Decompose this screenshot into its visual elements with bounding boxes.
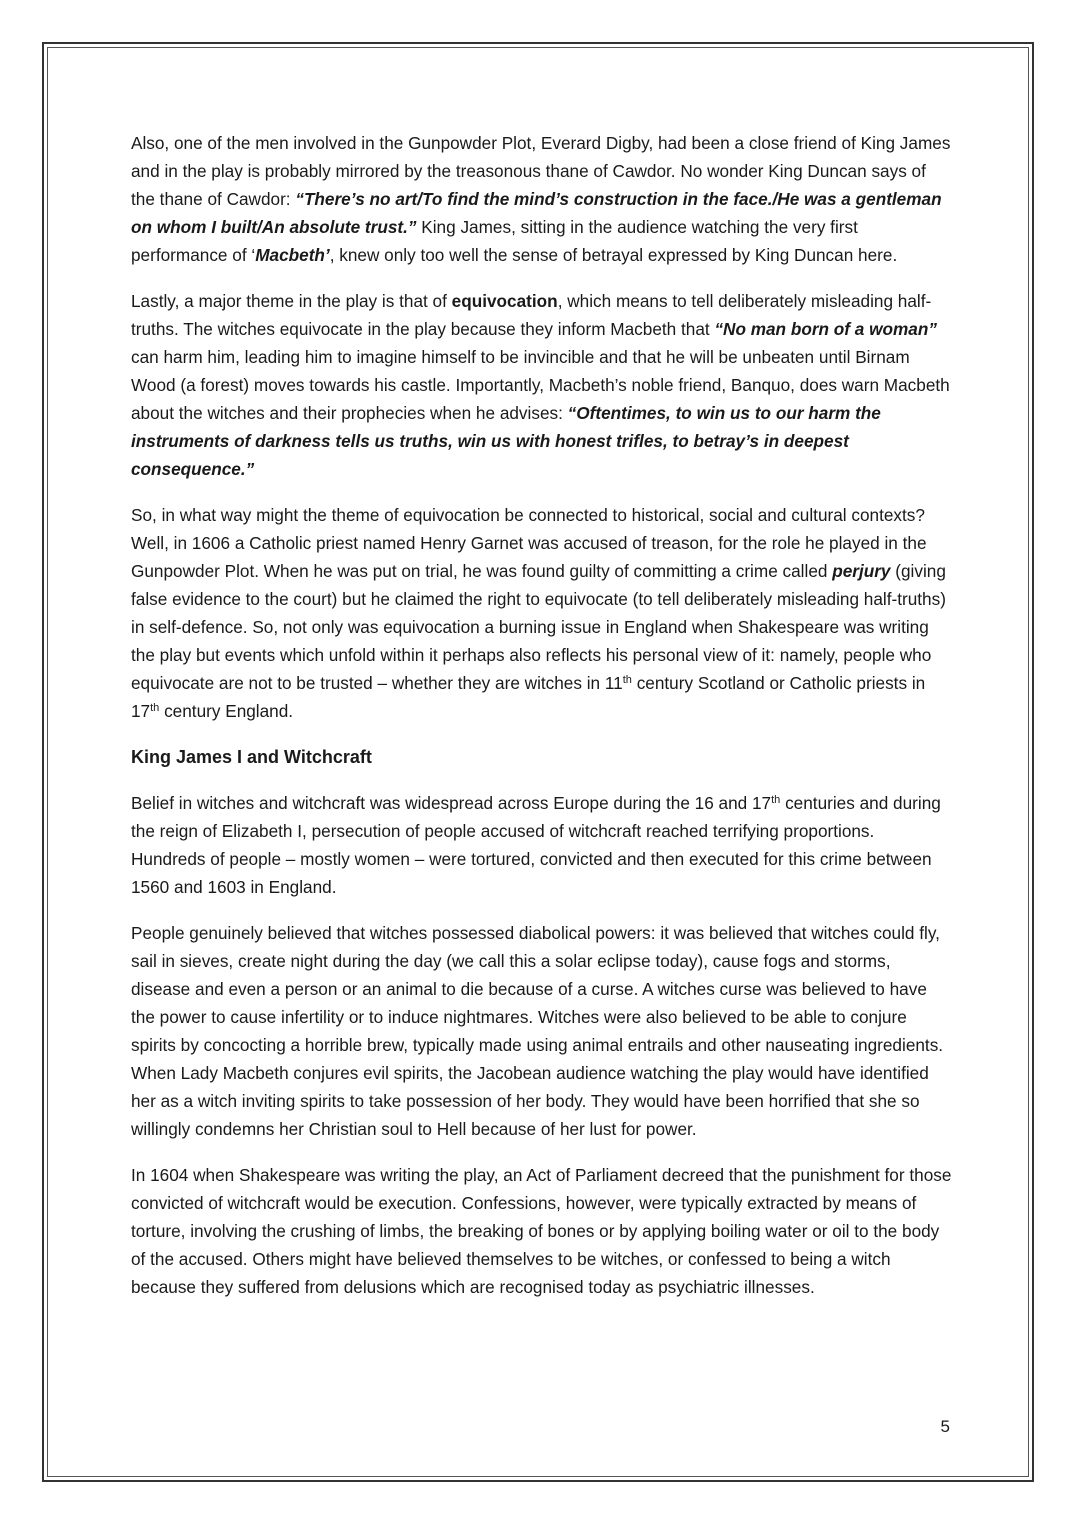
- paragraph-digby-cawdor: [131, 129, 953, 269]
- paragraph-text: Lastly, a major theme in the play is that of: [131, 291, 452, 311]
- paragraph-text: King James, sitting in the audience watching the very first performance of ‘: [131, 217, 858, 265]
- paragraph-text: can harm him, leading him to imagine himself to be invincible and that he will be unbeaten until Birnam Wood (a forest) moves towards his castle. Importantly, Macbeth’s noble friend, Banquo, does warn Macbeth about the witches and their prophecies when he advises:: [131, 347, 950, 423]
- play-title: Macbeth’: [255, 245, 330, 265]
- page-number: 5: [940, 1417, 950, 1436]
- paragraph-text: century England.: [159, 701, 294, 721]
- quote-witches: “No man born of a woman”: [714, 319, 937, 339]
- paragraph-henry-garnet: [131, 501, 953, 725]
- paragraph-text: , knew only too well the sense of betrayal expressed by King Duncan here.: [329, 245, 898, 265]
- ordinal-suffix: th: [150, 702, 160, 714]
- paragraph-witch-belief: [131, 789, 953, 901]
- section-heading: King James I and Witchcraft: [131, 747, 372, 767]
- ordinal-suffix: th: [622, 674, 632, 686]
- paragraph-text: (giving false evidence to the court) but he claimed the right to equivocate (to tell deliberately misleading half-truths) in self-defence. So, not only was equivocation a burning issue in England when Shakespeare was writing the play but events which unfold within it perhaps also reflects his personal view of it: namely, people who equivocate are not to be trusted – whether they are witches in 11: [131, 561, 946, 693]
- key-term-equivocation: equivocation: [451, 291, 558, 311]
- paragraph-text: So, in what way might the theme of equivocation be connected to historical, social and cultural contexts? Well, in 1606 a Catholic priest named Henry Garnet was accused of treason, for the role he played in the Gunpowder Plot. When he was put on trial, he was found guilty of committing a crime called: [131, 505, 927, 581]
- ordinal-suffix: th: [771, 794, 781, 806]
- paragraph-act-of-parliament: In 1604 when Shakespeare was writing the play, an Act of Parliament decreed that the punishment for those convicted of witchcraft would be execution. Confessions, however, were typically extracted by means of torture, involving the crushing of limbs, the breaking of bones or by applying boiling water or oil to the body of the accused. Others might have believed themselves to be witches, or confessed to being a witch because they suffered from delusions which are recognised today as psychiatric illnesses.: [131, 1165, 952, 1297]
- quote-duncan: “There’s no art/To find the mind’s construction in the face./He was a gentleman on whom I built/An absolute trust.”: [131, 189, 942, 237]
- paragraph-text: Also, one of the men involved in the Gunpowder Plot, Everard Digby, had been a close friend of King James and in the play is probably mirrored by the treasonous thane of Cawdor. No wonder King Duncan says of the thane of Cawdor:: [131, 133, 951, 209]
- paragraph-text: Belief in witches and witchcraft was widespread across Europe during the 16 and 17: [131, 793, 772, 813]
- paragraph-witch-powers: People genuinely believed that witches possessed diabolical powers: it was believed that witches could fly, sail in sieves, create night during the day (we call this a solar eclipse today), cause fogs and storms, disease and even a person or an animal to die because of a curse. A witches curse was believed to have the power to cause infertility or to induce nightmares. Witches were also believed to be able to conjure spirits by concocting a horrible brew, typically made using animal entrails and other nauseating ingredients. When Lady Macbeth conjures evil spirits, the Jacobean audience watching the play would have identified her as a witch inviting spirits to take possession of her body. They would have been horrified that she so willingly condemns her Christian soul to Hell because of her lust for power.: [131, 923, 944, 1139]
- document-body: [131, 129, 953, 1319]
- paragraph-text: centuries and during the reign of Elizabeth I, persecution of people accused of witchcraft reached terrifying proportions. Hundreds of people – mostly women – were tortured, convicted and then executed for this crime between 1560 and 1603 in England.: [131, 793, 941, 897]
- key-term-perjury: perjury: [832, 561, 891, 581]
- paragraph-text: century Scotland or Catholic priests in 17: [131, 673, 926, 721]
- paragraph-equivocation: [131, 287, 953, 483]
- paragraph-text: , which means to tell deliberately misleading half-truths. The witches equivocate in the play because they inform Macbeth that: [131, 291, 932, 339]
- quote-banquo: “Oftentimes, to win us to our harm the instruments of darkness tells us truths, win us with honest trifles, to betray’s in deepest consequence.”: [131, 403, 881, 479]
